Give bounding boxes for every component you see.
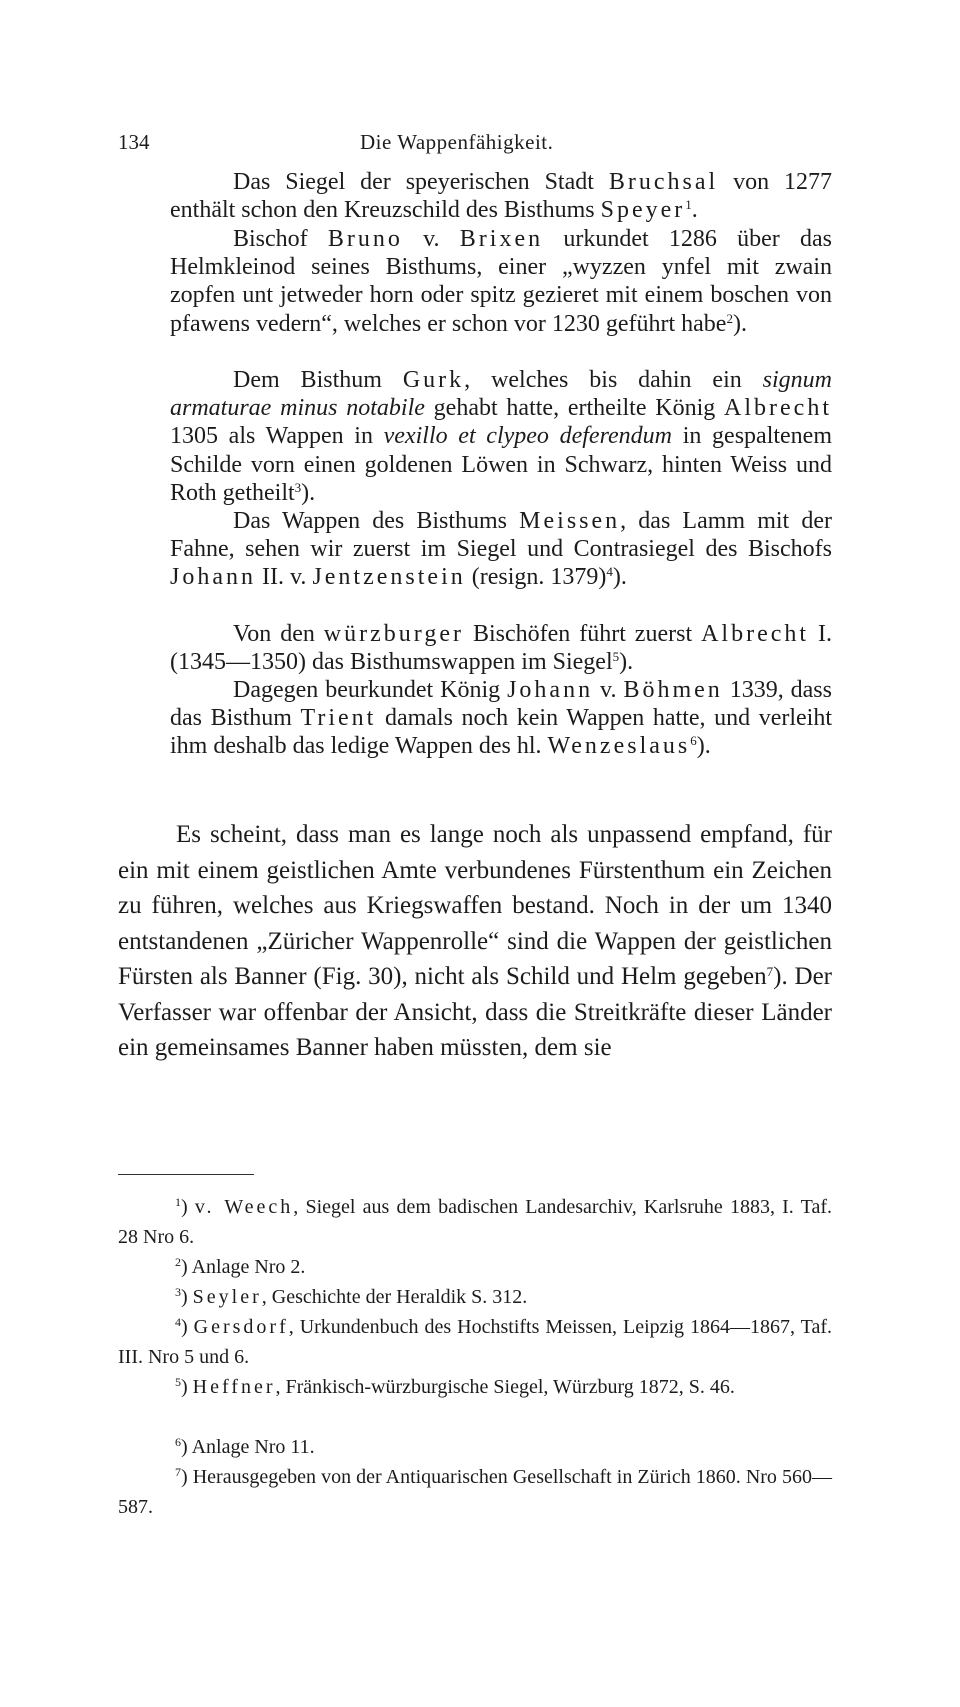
footnote-1: $^1$) v. Weech, Siegel aus dem badischen Landesarchiv, Karlsruhe 1883, I. Taf. 28 Nro 6. [118, 1195, 832, 1248]
footnote-2: $^2$) Anlage Nro 2. [175, 1255, 306, 1278]
paragraph-brixen: Bischof Bruno v. Brixen urkundet 1286 über das Helmkleinod seines Bisthums, einer „wyzzen ynfel mit zwain zopfen unt jetweder horn oder spitz gezieret mit einem boschen von pfawens vedern“, welches er schon vor 1230 geführt habe$^2$). [170, 226, 832, 337]
footnote-rule [118, 1174, 254, 1175]
footnote-5: $^5$) Heffner, Fränkisch-würzburgische Siegel, Würzburg 1872, S. 46. [175, 1375, 735, 1398]
paragraph-bruchsal: Das Siegel der speyerischen Stadt Bruchsal von 1277 enthält schon den Kreuzschild des Bisthums Speyer$^1$. [170, 169, 832, 224]
footnote-3: $^3$) Seyler, Geschichte der Heraldik S. 312. [175, 1285, 528, 1308]
paragraph-main: Es scheint, dass man es lange noch als unpassend empfand, für ein mit einem geistlichen Amte verbundenes Fürstenthum ein Zeichen zu führen, welches aus Kriegswaffen bestand. Noch in der um 1340 entstandenen „Züricher Wappenrolle“ sind die Wappen der geistlichen Fürsten als Banner (Fig. 30), nicht als Schild und Helm gegeben$^7$). Der Verfasser war offenbar der Ansicht, dass die Streitkräfte dieser Länder ein gemeinsames Banner haben müssten, dem sie [118, 821, 832, 1061]
paragraph-gurk: Dem Bisthum Gurk, welches bis dahin ein signum armaturae minus notabile gehabt hatte, ertheilte König Albrecht 1305 als Wappen in vexillo et clypeo deferendum in gespaltenem Schilde vorn einen goldenen Löwen in Schwarz, hinten Weiss und Roth getheilt$^3$). [170, 367, 832, 506]
paragraph-meissen: Das Wappen des Bisthums Meissen, das Lamm mit der Fahne, sehen wir zuerst im Siegel und Contrasiegel des Bischofs Johann II. v. Jentzenstein (resign. 1379)$^4$). [170, 508, 832, 591]
running-head: Die Wappenfähigkeit. [360, 130, 554, 154]
footnote-6: $^6$) Anlage Nro 11. [175, 1435, 315, 1458]
footnote-7: $^7$) Herausgegeben von der Antiquarischen Gesellschaft in Zürich 1860. Nro 560—587. [118, 1465, 832, 1518]
page-number: 134 [118, 130, 150, 154]
footnote-4: $^4$) Gersdorf, Urkundenbuch des Hochstifts Meissen, Leipzig 1864—1867, Taf. III. Nro 5 und 6. [118, 1315, 832, 1368]
paragraph-trient: Dagegen beurkundet König Johann v. Böhmen 1339, dass das Bisthum Trient damals noch kein Wappen hatte, und verleiht ihm deshalb das ledige Wappen des hl. Wenzeslaus$^6$). [170, 677, 833, 760]
paragraph-wuerzburg: Von den würzburger Bischöfen führt zuerst Albrecht I. (1345—1350) das Bisthumswappen im Siegel$^5$). [170, 621, 832, 676]
